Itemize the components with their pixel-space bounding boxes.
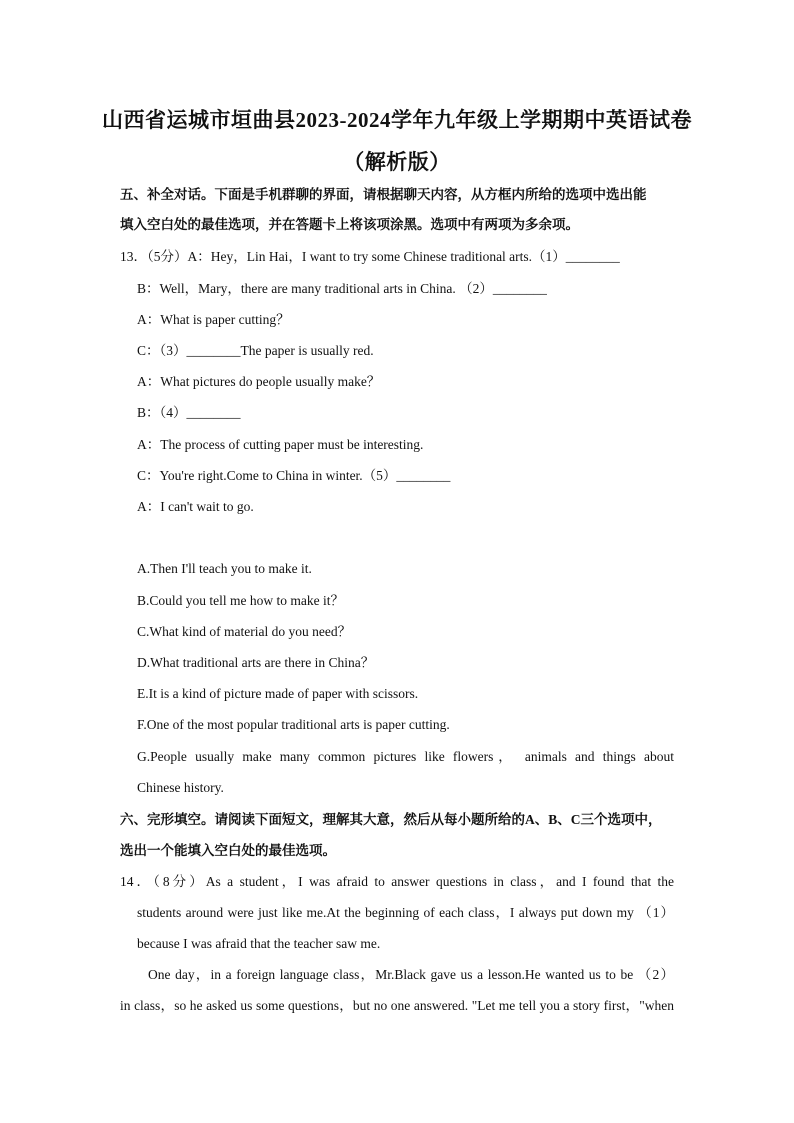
q14-passage-line: 14．（8分）As a student，I was afraid to answer questions in class，and I found that the xyxy=(120,874,674,889)
q13-dialogue-line: A：What is paper cutting？ xyxy=(137,312,290,327)
q14-passage-line: in class，so he asked us some questions，but no one answered. "Let me tell you a story first，"when xyxy=(120,998,674,1013)
q13-dialogue-line: C：（3）________The paper is usually red. xyxy=(137,343,374,358)
q13-dialogue-line: B：Well，Mary，there are many traditional arts in China. （2）________ xyxy=(137,281,547,296)
section6-heading-line1: 六、完形填空。请阅读下面短文，理解其大意，然后从每小题所给的A、B、C三个选项中， xyxy=(120,812,662,827)
q13-option: B.Could you tell me how to make it？ xyxy=(137,593,344,608)
q13-option: F.One of the most popular traditional arts is paper cutting. xyxy=(137,717,450,732)
q13-option-continued: Chinese history. xyxy=(137,780,224,795)
section5-heading-line1: 五、补全对话。下面是手机群聊的界面，请根据聊天内容，从方框内所给的选项中选出能 xyxy=(120,187,647,202)
page-title: 山西省运城市垣曲县2023-2024学年九年级上学期期中英语试卷 xyxy=(102,108,692,132)
q13-option: D.What traditional arts are there in China？ xyxy=(137,655,375,670)
q13-dialogue-line: A：I can't wait to go. xyxy=(137,499,254,514)
q13-option: E.It is a kind of picture made of paper with scissors. xyxy=(137,686,419,701)
q13-option: G.People usually make many common pictures like flowers， animals and things about xyxy=(137,749,674,764)
q13-dialogue-line: B：（4）________ xyxy=(137,405,241,420)
q14-passage-line: One day，in a foreign language class，Mr.Black gave us a lesson.He wanted us to be （2） xyxy=(148,967,674,982)
q13-dialogue-line: A：What pictures do people usually make？ xyxy=(137,374,381,389)
q13-option: A.Then I'll teach you to make it. xyxy=(137,561,312,576)
q13-option: C.What kind of material do you need？ xyxy=(137,624,352,639)
page-subtitle: （解析版） xyxy=(343,150,451,174)
q14-passage-line: students around were just like me.At the beginning of each class，I always put down my （1） xyxy=(137,905,674,920)
section6-heading-line2: 选出一个能填入空白处的最佳选项。 xyxy=(120,843,336,858)
q13-dialogue-line: 13．（5分）A：Hey，Lin Hai，I want to try some Chinese traditional arts.（1）________ xyxy=(120,249,620,264)
q13-dialogue-line: C：You're right.Come to China in winter.（5）________ xyxy=(137,468,451,483)
section5-heading-line2: 填入空白处的最佳选项，并在答题卡上将该项涂黑。选项中有两项为多余项。 xyxy=(120,217,579,232)
q14-passage-line: because I was afraid that the teacher saw me. xyxy=(137,936,381,951)
q13-dialogue-line: A：The process of cutting paper must be interesting. xyxy=(137,437,424,452)
